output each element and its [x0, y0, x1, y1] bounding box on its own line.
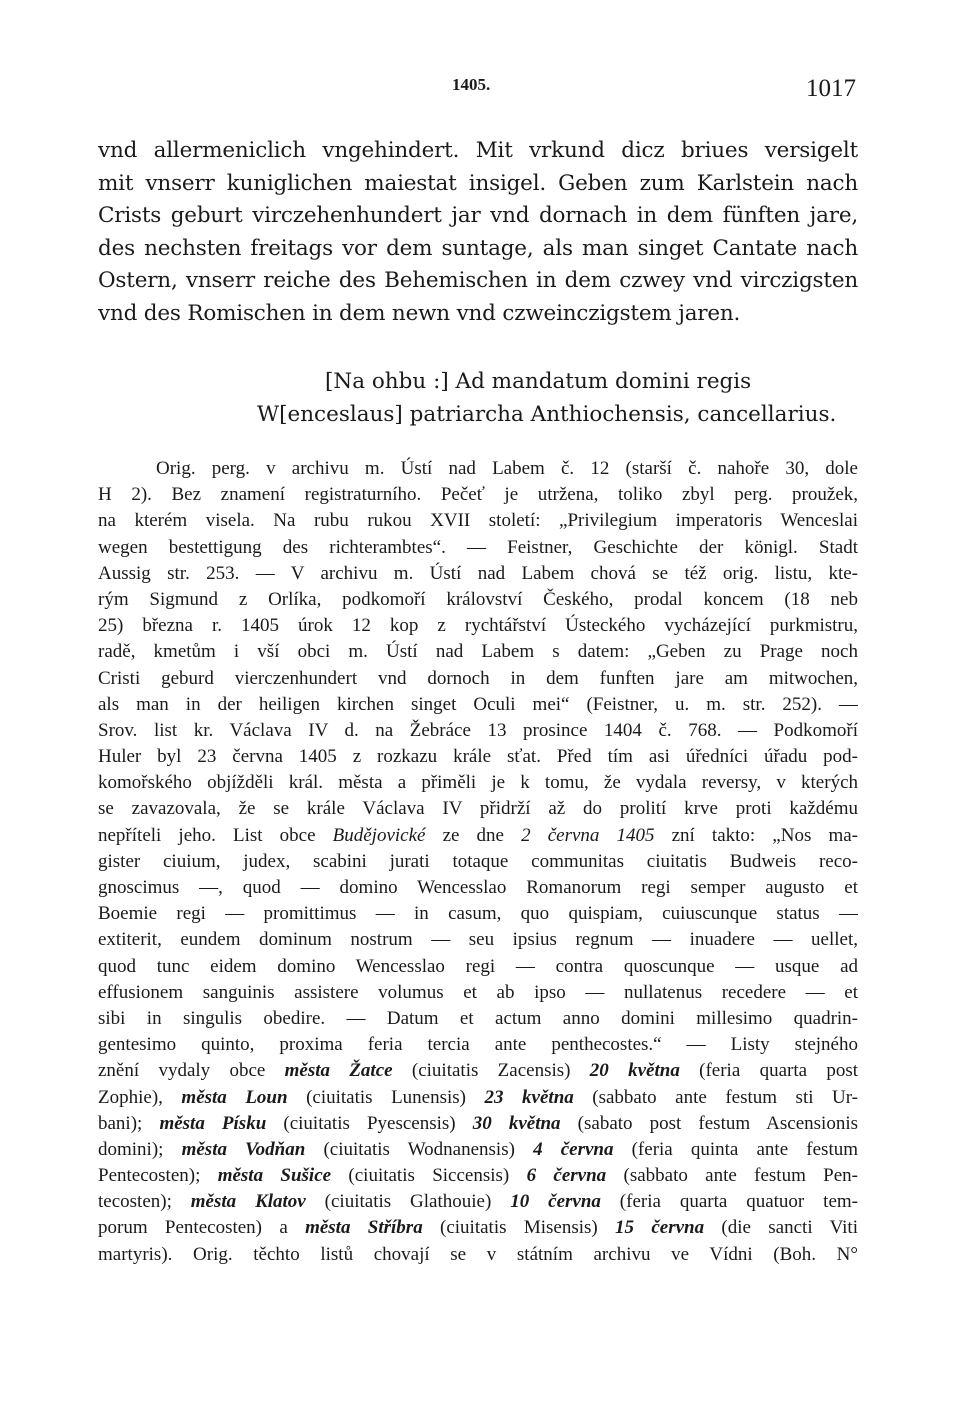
note-text: Boemie regi — promittimus — in casum, quo quispiam, cuiuscunque status —	[98, 903, 858, 925]
note-line	[98, 770, 858, 796]
note-line	[98, 613, 858, 639]
note-line	[98, 561, 858, 587]
note-place-date: 15 června	[615, 1217, 705, 1239]
note-text: (sabato post festum Ascensionis	[560, 1112, 858, 1134]
note-line	[98, 1242, 858, 1268]
charter-line: Ostern, vnserr reiche des Behemischen in dem czwey vnd virczigsten	[98, 268, 858, 293]
note-line	[98, 1032, 858, 1058]
note-line	[98, 796, 858, 822]
note-text: (ciuitatis Pyescensis)	[266, 1112, 473, 1134]
note-text: (ciuitatis Siccensis)	[331, 1165, 527, 1187]
note-text: bani);	[98, 1112, 160, 1134]
chancery-note-line: [Na ohbu :] Ad mandatum domini regis	[325, 369, 752, 394]
note-place-date: 4 června	[533, 1138, 614, 1160]
note-line	[98, 587, 858, 613]
note-text: 25) března r. 1405 úrok 12 kop z rychtářství Ústeckého vycházející purkmistru,	[98, 615, 858, 637]
page-number: 1017	[806, 75, 856, 102]
note-text: Srov. list kr. Václava IV d. na Žebráce 13 prosince 1404 č. 768. — Podkomoří	[98, 719, 858, 741]
note-place-date: Budějovické	[332, 824, 426, 846]
note-line	[98, 1058, 858, 1084]
note-text: Pentecosten);	[98, 1165, 218, 1187]
note-line	[98, 849, 858, 875]
note-text: rým Sigmund z Orlíka, podkomoří království Českého, prodal koncem (18 neb	[98, 588, 858, 610]
note-text: komořského objížděli král. města a přiměli je k tomu, že vydala reversy, v kterých	[98, 772, 858, 794]
note-place-date: 2 června 1405	[521, 824, 655, 846]
note-line	[98, 1189, 858, 1215]
note-place-date: 30 května	[472, 1112, 561, 1134]
charter-line: vnd des Romischen in dem newn vnd czweinczigstem jaren.	[98, 300, 741, 326]
note-line	[98, 456, 858, 482]
note-text: (sabbato ante festum sti Ur-	[573, 1086, 858, 1108]
charter-line: Crists geburt virczehenhundert jar vnd dornach in dem fünften jare,	[98, 203, 858, 228]
note-text: sibi in singulis obedire. — Datum et actum anno domini millesimo quadrin-	[98, 1007, 858, 1029]
note-place-date: 10 června	[510, 1191, 601, 1213]
note-text: (ciuitatis Lunensis)	[287, 1086, 485, 1108]
note-text: porum Pentecosten) a	[98, 1217, 306, 1239]
note-text: gister ciuium, judex, scabini jurati totaque communitas ciuitatis Budweis reco-	[98, 850, 858, 872]
note-text: (die sancti Viti	[704, 1217, 858, 1239]
note-text: (feria quinta ante festum	[613, 1138, 858, 1160]
note-text: zní takto: „Nos ma-	[654, 824, 858, 846]
note-text: na kterém visela. Na rubu rukou XVII století: „Privilegium imperatoris Wenceslai	[98, 510, 858, 532]
note-text: (sabbato ante festum Pen-	[606, 1165, 858, 1187]
note-line	[98, 1111, 858, 1137]
note-line	[98, 666, 858, 692]
note-line	[98, 1163, 858, 1189]
note-line	[98, 1137, 858, 1163]
note-text: extiterit, eundem dominum nostrum — seu ipsius regnum — inuadere — uellet,	[98, 929, 858, 951]
note-line	[98, 692, 858, 718]
note-text: Zophie),	[98, 1086, 182, 1108]
note-place-date: města Stříbra	[305, 1217, 423, 1239]
note-line	[98, 1215, 858, 1241]
note-text: martyris). Orig. těchto listů chovají se v státním archivu ve Vídni (Boh. N°	[98, 1243, 858, 1265]
note-place-date: města Žatce	[284, 1060, 393, 1082]
note-text: se zavazovala, že se krále Václava IV přidrží až do prolití krve proti každému	[98, 798, 858, 820]
note-text: effusionem sanguinis assistere volumus et ab ipso — nullatenus recedere — et	[98, 981, 858, 1003]
note-place-date: města Klatov	[190, 1191, 306, 1213]
note-line	[98, 508, 858, 534]
running-head-year: 1405.	[452, 75, 491, 94]
note-text: nepříteli jeho. List obce	[98, 824, 333, 846]
note-text: wegen bestettigung des richterambtes“. — Feistner, Geschichte der königl. Stadt	[98, 536, 858, 558]
note-text: Cristi geburd vierczenhundert vnd dornoch in dem funften jare am mitwochen,	[98, 667, 858, 689]
chancery-note-line: W[enceslaus] patriarcha Anthiochensis, cancellarius.	[257, 402, 837, 427]
note-line	[98, 927, 858, 953]
note-text: znění vydaly obce	[98, 1060, 285, 1082]
note-line	[98, 535, 858, 561]
note-place-date: města Loun	[181, 1086, 288, 1108]
note-line	[98, 954, 858, 980]
note-line	[98, 980, 858, 1006]
charter-line: des nechsten freitags vor dem suntage, als man singet Cantate nach	[98, 235, 858, 261]
note-line	[98, 482, 858, 508]
chancery-note	[0, 365, 960, 431]
note-text: (ciuitatis Misensis)	[422, 1217, 616, 1239]
note-place-date: 6 června	[526, 1165, 607, 1187]
note-text: domini);	[98, 1138, 182, 1160]
editorial-notes	[98, 456, 858, 1268]
note-text: H 2). Bez znamení registraturního. Pečeť je utržena, toliko zbyl perg. proužek,	[98, 484, 858, 506]
note-text: (feria quarta quatuor tem-	[600, 1191, 858, 1213]
note-line	[98, 875, 858, 901]
charter-line: vnd allermeniclich vngehindert. Mit vrkund dicz briues versigelt	[98, 138, 858, 163]
note-line	[98, 901, 858, 927]
note-text: (ciuitatis Glathouie)	[305, 1191, 511, 1213]
note-text: gentesimo quinto, proxima feria tercia ante penthecostes.“ — Listy stejného	[98, 1034, 858, 1056]
note-place-date: 23 května	[484, 1086, 574, 1108]
note-text: (ciuitatis Zacensis)	[392, 1060, 590, 1082]
note-text: Orig. perg. v archivu m. Ústí nad Labem č. 12 (starší č. nahoře 30, dole	[156, 458, 858, 479]
note-line	[98, 639, 858, 665]
note-text: (ciuitatis Wodnanensis)	[305, 1138, 534, 1160]
note-line	[98, 1006, 858, 1032]
note-place-date: 20 května	[589, 1060, 680, 1082]
note-line	[98, 744, 858, 770]
note-text: radě, kmetům i vší obci m. Ústí nad Labem s datem: „Geben zu Prage noch	[98, 641, 858, 663]
note-line	[98, 718, 858, 744]
note-place-date: města Vodňan	[181, 1138, 306, 1160]
note-text: Huler byl 23 června 1405 z rozkazu krále sťat. Před tím asi úředníci úřadu pod-	[98, 746, 858, 768]
note-text: (feria quarta post	[679, 1060, 858, 1082]
note-text: als man in der heiligen kirchen singet Oculi mei“ (Feistner, u. m. str. 252). —	[98, 693, 858, 715]
note-place-date: města Písku	[159, 1112, 267, 1134]
note-text: Aussig str. 253. — V archivu m. Ústí nad Labem chová se též orig. listu, kte-	[98, 562, 858, 584]
note-line	[98, 1085, 858, 1111]
note-text: quod tunc eidem domino Wencesslao regi — contra quoscunque — usque ad	[98, 955, 858, 977]
note-text: ze dne	[425, 824, 522, 846]
note-text: gnoscimus —, quod — domino Wencesslao Romanorum regi semper augusto et	[98, 877, 858, 898]
note-line	[98, 823, 858, 849]
note-place-date: města Sušice	[217, 1165, 332, 1187]
note-text: tecosten);	[98, 1191, 191, 1213]
charter-text	[98, 135, 858, 330]
charter-line: mit vnserr kuniglichen maiestat insigel. Geben zum Karlstein nach	[98, 170, 858, 196]
